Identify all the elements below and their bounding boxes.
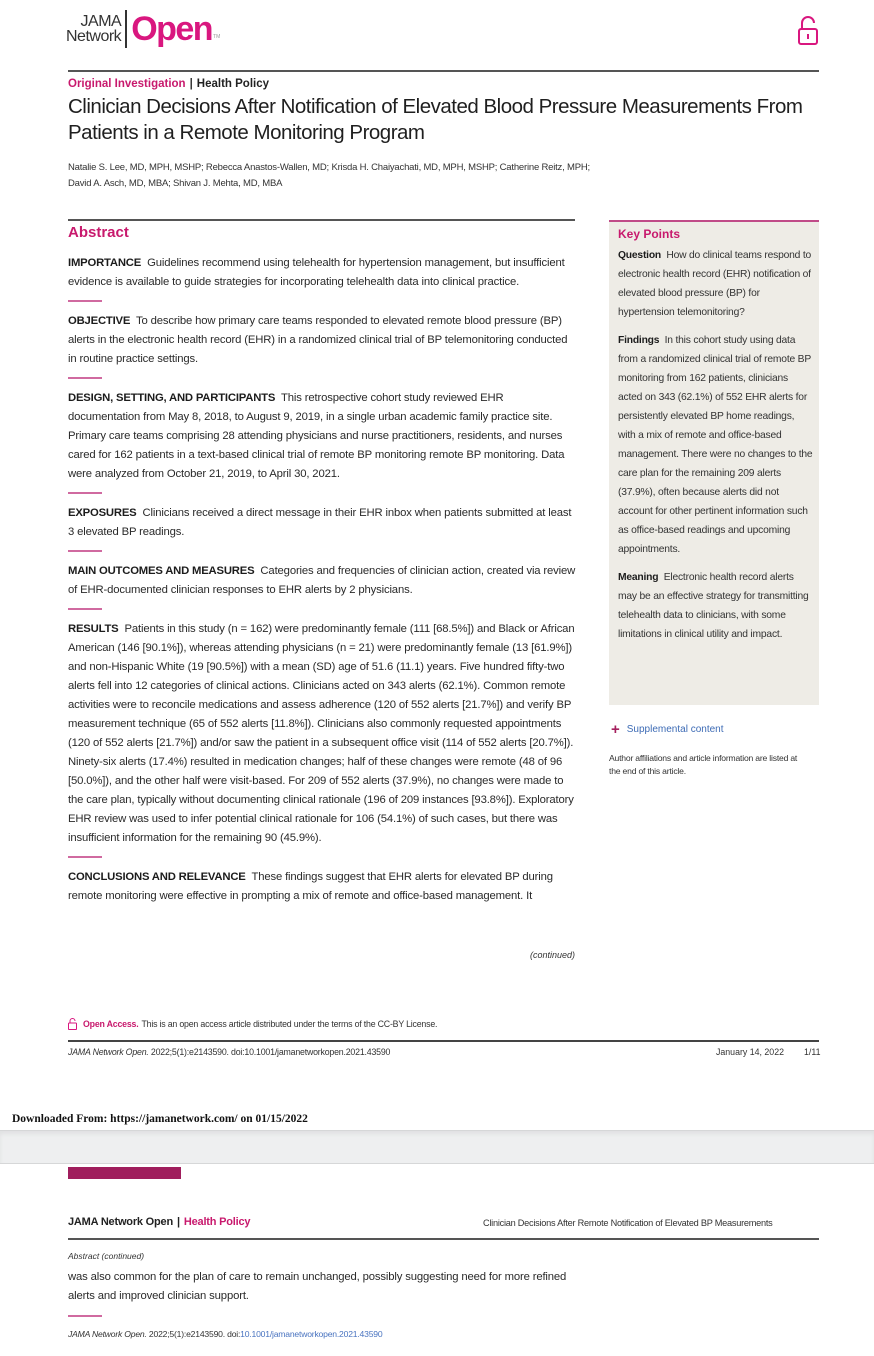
abstract-continued-label: Abstract (continued) [68,1251,145,1261]
article-kicker: Original Investigation | Health Policy [68,78,270,90]
abstract-heading: Abstract [68,224,129,241]
abstract-continued-text: was also common for the plan of care to remain unchanged, possibly suggesting need for more refined alerts and improved clinician support. [68,1271,567,1302]
section-divider [68,377,102,379]
open-lock-icon [796,16,820,46]
section-divider [68,856,102,858]
page-2-accent-bar [68,1167,181,1179]
section-divider [68,1315,102,1317]
logo-open: Open [131,10,213,48]
continued-label: (continued) [529,950,575,960]
key-point-findings: Findings In this cohort study using data from a randomized clinical trial of remote BP monitoring from 162 patients, clinicians acted on 343 (62.1%) of 552 EHR alerts for persistently elevated BP home readings, with a mix of remote and office-based management. There were no changes to the care plan for the remaining 209 alerts (37.9%), often because alerts did not account for other pertinent information such as office-based readings and upcoming appointments. [618,335,813,555]
key-point-question: Question How do clinical teams respond to electronic health record (EHR) notification of elevated blood pressure (BP) for hypertension telemonitoring? [618,250,812,318]
key-points-body [618,246,814,644]
key-points-heading: Key Points [618,227,681,241]
article-title: Clinician Decisions After Notification of Elevated Blood Pressure Measurements From Patients in a Remote Monitoring Program [68,95,803,144]
abstract-importance: IMPORTANCE Guidelines recommend using telehealth for hypertension management, but insufficient evidence is available to guide strategies for incorporating telehealth data into clinical practice. [68,257,565,288]
download-stamp: Downloaded From: https://jamanetwork.com/ on 01/15/2022 [12,1113,308,1125]
page-2-citation: JAMA Network Open. 2022;5(1):e2143590. doi:10.1001/jamanetworkopen.2021.43590 [68,1329,383,1339]
header-rule [68,70,819,72]
section-divider [68,492,102,494]
section-divider [68,300,102,302]
logo-network: Network [66,28,122,45]
author-list: Natalie S. Lee, MD, MPH, MSHP; Rebecca Anastos-Wallen, MD; Krisda H. Chaiyachati, MD, MPH, MSHP; Catherine Reitz, MPH; David A. Asch, MD, MBA; Shivan J. Mehta, MD, MBA [68,162,590,189]
open-access-label[interactable]: Open Access. [83,1019,139,1029]
abstract-objective: OBJECTIVE To describe how primary care teams responded to elevated remote blood pressure (BP) alerts in the electronic health record (EHR) in a randomized clinical trial of BP telemonitoring conducted in routine practice settings. [68,315,568,365]
doi-link[interactable]: 10.1001/jamanetworkopen.2021.43590 [240,1329,383,1339]
affiliations-note: Author affiliations and article information are listed at the end of this article. [609,753,798,776]
article-section[interactable]: Health Policy [196,78,270,90]
page-number: 1/11 [804,1047,821,1057]
key-point-meaning: Meaning Electronic health record alerts may be an effective strategy for transmitting telehealth data to clinicians, with some limitations in clinical utility and impact. [618,572,809,640]
abstract-body [68,254,578,906]
abstract-rule [68,219,575,221]
logo-jama: JAMA [80,13,122,30]
section-divider [68,608,102,610]
page-2-header-rule [68,1238,819,1240]
open-access-notice: Open Access. This is an open access article distributed under the terms of the CC-BY License. [68,1018,437,1030]
supplemental-content-link[interactable]: + Supplemental content [611,720,724,738]
logo-divider [125,10,127,48]
plus-icon: + [611,720,620,738]
section-divider [68,550,102,552]
abstract-outcomes: MAIN OUTCOMES AND MEASURES Categories and frequencies of clinician action, created via review of EHR-documented clinician responses to EHR alerts by 2 physicians. [68,565,576,596]
page-2-section[interactable]: Health Policy [183,1216,251,1228]
jama-network-open-logo[interactable] [66,10,220,48]
footer-citation: JAMA Network Open. 2022;5(1):e2143590. doi:10.1001/jamanetworkopen.2021.43590 [68,1047,391,1057]
abstract-results: RESULTS Patients in this study (n = 162) were predominantly female (111 [68.5%]) and Black or African American (146 [90.1%]), whereas attending physicians (n = 21) were predominantly female (13 [61.9%]) and non-Hispanic White (19 [90.5%]) with a mean (SD) age of 51.6 (11.1) years. Five hundred fifty-two alerts fell into 12 categories of clinical actions. Clinicians acted on 343 alerts (62.1%). Common remote activities were to reconcile medications and assess adherence (120 of 552 alerts [21.7%]) and verify BP measurement technique (65 of 552 alerts [11.8%]). Clinicians also commonly requested appointments (120 of 552 alerts [21.7%]) and/or saw the patient in a subsequent office visit (114 of 552 alerts [20.7%]). Ninety-six alerts (17.4%) resulted in medication changes; half of these changes were remote (48 of 96 [50.0%]), and the other half were visit-based. For 209 of 552 alerts (37.9%), no changes were made to the care plan, typically without documenting clinical rationale (196 of 209 instances [93.8%]). Exploratory EHR review was used to infer potential clinical rationale for 106 (54.1%) of such cases, but there was insufficient information for the remaining 90 (45.9%). [68,623,575,844]
logo-trademark: TM [213,34,221,40]
page-gap [0,1130,874,1164]
page-2-journal-header: JAMA Network Open | Health Policy [68,1216,251,1228]
abstract-conclusions: CONCLUSIONS AND RELEVANCE These findings suggest that EHR alerts for elevated BP during remote monitoring were effective in prompting a mix of remote and office-based management. It [68,871,553,902]
running-title: Clinician Decisions After Remote Notification of Elevated BP Measurements [483,1218,773,1228]
article-type[interactable]: Original Investigation [68,78,186,90]
abstract-design: DESIGN, SETTING, AND PARTICIPANTS This retrospective cohort study reviewed EHR documentation from May 8, 2018, to August 9, 2019, in a single urban academic family practice site. Primary care teams comprising 28 attending physicians and nurse practitioners, residents, and nurses cared for 162 patients in a text-based clinical trial of remote BP monitoring remote BP monitoring. Data were analyzed from October 21, 2019, to April 30, 2021. [68,392,565,480]
publication-date: January 14, 2022 [716,1047,784,1057]
footer-rule [68,1040,819,1042]
abstract-exposures: EXPOSURES Clinicians received a direct message in their EHR inbox when patients submitted at least 3 elevated BP readings. [68,507,572,538]
open-lock-icon [68,1018,77,1030]
